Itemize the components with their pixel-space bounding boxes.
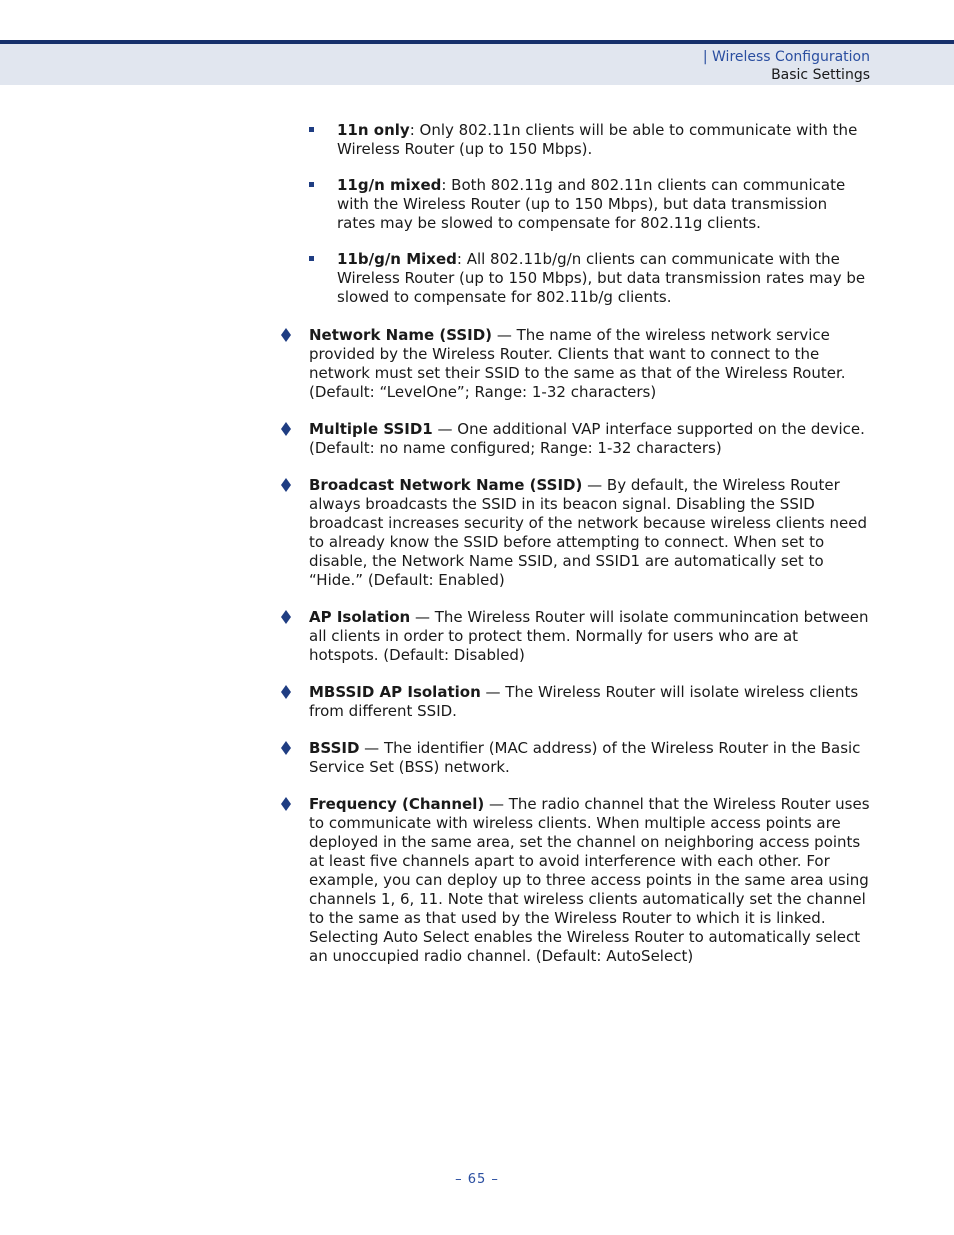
diamond-bullet-icon: [281, 328, 291, 342]
definition-text: [309, 420, 871, 458]
page-number: – 65 –: [455, 1172, 499, 1187]
sub-item-term: 11n only: [337, 121, 410, 139]
definition-description: — The Wireless Router will isolate wireless clients from different SSID.: [309, 683, 859, 720]
definition-description: — The radio channel that the Wireless Router uses to communicate with wireless clients. When multiple access points are deployed in the same area, set the channel on neighboring access points at least five channels apart to avoid interference with each other. For example, you can deploy up to three access points in the same area using channels 1, 6, 11. Note that wireless clients automatically set the channel to the same as that used by the Wireless Router to which it is linked. Selecting Auto Select enables the Wireless Router to automatically select an unoccupied radio channel. (Default: AutoSelect): [309, 795, 870, 965]
definition-text: [309, 326, 871, 402]
definition-term: BSSID: [309, 739, 360, 757]
diamond-bullet-icon: [281, 797, 291, 811]
sub-item-text: [337, 250, 869, 307]
header-section: Basic Settings: [771, 67, 870, 83]
definition-description: — The Wireless Router will isolate communincation between all clients in order to protect them. Normally for users who are at hotspots. (Default: Disabled): [309, 608, 869, 664]
sub-item-text: [337, 176, 869, 233]
definition-text: [309, 608, 871, 665]
definition-text: [309, 683, 871, 721]
diamond-bullet-icon: [281, 685, 291, 699]
square-bullet-icon: [309, 127, 314, 132]
sub-item-description: : All 802.11b/g/n clients can communicate with the Wireless Router (up to 150 Mbps), but data transmission rates may be slowed to compensate for 802.11b/g clients.: [337, 250, 866, 306]
definition-item: [281, 608, 871, 665]
definition-description: — One additional VAP interface supported on the device. (Default: no name configured; Range: 1-32 characters): [309, 420, 865, 457]
definition-term: Network Name (SSID): [309, 326, 493, 344]
definition-item: [281, 476, 871, 590]
definition-item: [281, 739, 871, 777]
definition-term: MBSSID AP Isolation: [309, 683, 481, 701]
page-header: [0, 40, 954, 85]
diamond-bullet-icon: [281, 610, 291, 624]
definition-description: — By default, the Wireless Router always broadcasts the SSID in its beacon signal. Disabling the SSID broadcast increases security of the network because wireless clients need to already know the SSID before attempting to connect. When set to disable, the Network Name SSID, and SSID1 are automatically set to “Hide.” (Default: Enabled): [309, 476, 867, 589]
definition-item: [281, 326, 871, 402]
diamond-bullet-icon: [281, 478, 291, 492]
definition-description: — The name of the wireless network service provided by the Wireless Router. Clients that want to connect to the network must set their SSID to the same as that of the Wireless Router. (Default: “LevelOne”; Range: 1-32 characters): [309, 326, 846, 401]
definition-item: [281, 420, 871, 458]
square-bullet-icon: [309, 182, 314, 187]
sub-item-text: [337, 121, 869, 159]
definition-term: Frequency (Channel): [309, 795, 485, 813]
definition-item: [281, 795, 871, 966]
header-breadcrumb: [703, 48, 870, 84]
definition-text: [309, 795, 871, 966]
sub-bullet-list: [309, 121, 869, 324]
definition-text: [309, 476, 871, 590]
sub-list-item: [309, 121, 869, 159]
header-chapter: | Wireless Configuration: [702, 49, 870, 65]
definition-list: [281, 326, 871, 984]
sub-item-term: 11b/g/n Mixed: [337, 250, 457, 268]
diamond-bullet-icon: [281, 422, 291, 436]
definition-term: Broadcast Network Name (SSID): [309, 476, 583, 494]
sub-list-item: [309, 250, 869, 307]
definition-text: [309, 739, 871, 777]
definition-item: [281, 683, 871, 721]
diamond-bullet-icon: [281, 741, 291, 755]
sub-item-description: : Only 802.11n clients will be able to communicate with the Wireless Router (up to 150 Mbps).: [337, 121, 858, 158]
sub-list-item: [309, 176, 869, 233]
definition-term: Multiple SSID1: [309, 420, 433, 438]
definition-description: — The identifier (MAC address) of the Wireless Router in the Basic Service Set (BSS) network.: [309, 739, 861, 776]
square-bullet-icon: [309, 256, 314, 261]
definition-term: AP Isolation: [309, 608, 411, 626]
sub-item-description: : Both 802.11g and 802.11n clients can communicate with the Wireless Router (up to 150 Mbps), but data transmission rates may be slowed to compensate for 802.11g clients.: [337, 176, 846, 232]
sub-item-term: 11g/n mixed: [337, 176, 442, 194]
